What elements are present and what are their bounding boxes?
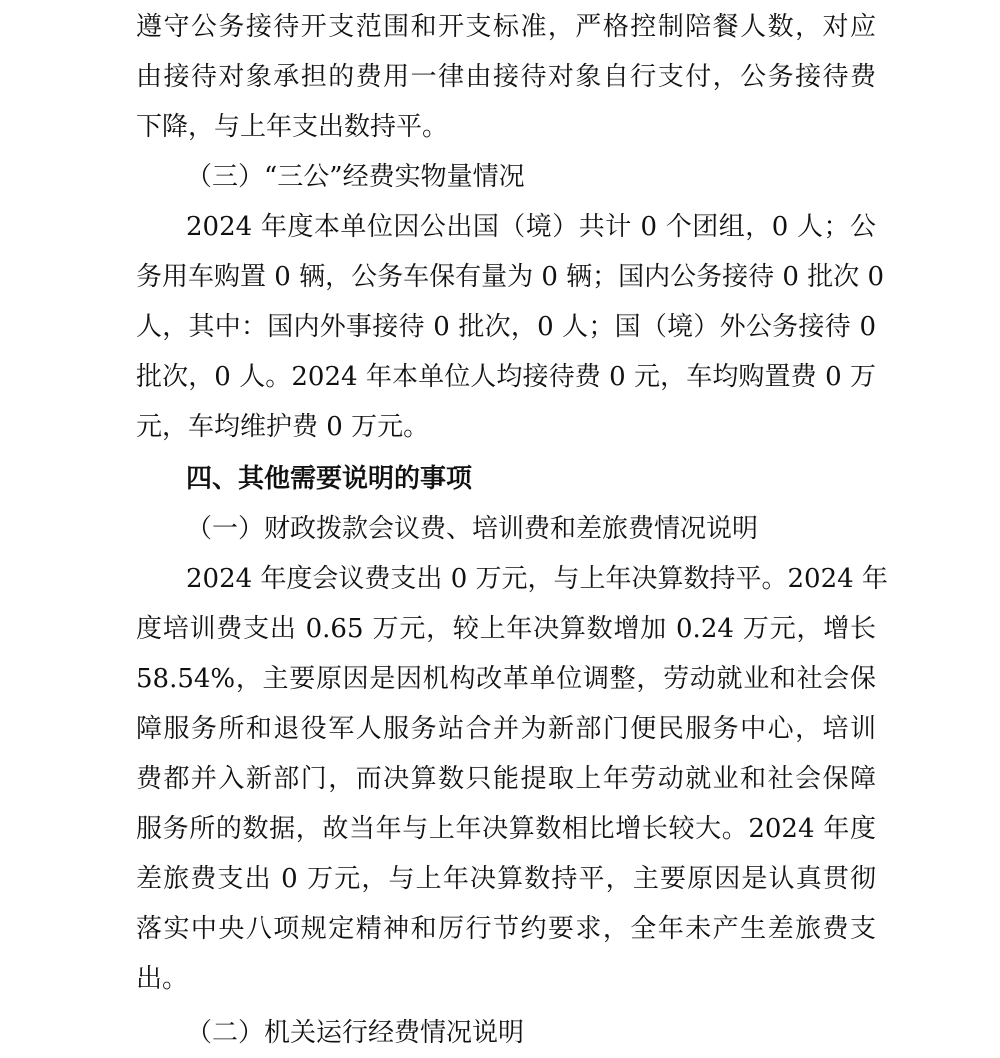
- paragraph-line: 批次，0 人。2024 年本单位人均接待费 0 元，车均购置费 0 万: [136, 362, 876, 392]
- paragraph-line: 差旅费支出 0 万元，与上年决算数持平，主要原因是认真贯彻: [136, 864, 876, 894]
- paragraph-line: 2024 年度会议费支出 0 万元，与上年决算数持平。2024 年: [186, 564, 888, 594]
- paragraph-line: 障服务所和退役军人服务站合并为新部门便民服务中心，培训: [136, 714, 876, 744]
- paragraph-line: 出。: [136, 964, 189, 994]
- paragraph-line: 费都并入新部门，而决算数只能提取上年劳动就业和社会保障: [136, 764, 876, 794]
- paragraph-line: 58.54%，主要原因是因机构改革单位调整，劳动就业和社会保: [136, 664, 876, 694]
- paragraph-line: 由接待对象承担的费用一律由接待对象自行支付，公务接待费: [136, 62, 876, 92]
- section-subheading: （二）机关运行经费情况说明: [186, 1018, 525, 1048]
- paragraph-line: 务用车购置 0 辆，公务车保有量为 0 辆；国内公务接待 0 批次 0: [136, 262, 885, 292]
- paragraph-line: 2024 年度本单位因公出国（境）共计 0 个团组，0 人；公: [186, 212, 876, 242]
- section-subheading: （三）“三公”经费实物量情况: [186, 162, 525, 192]
- paragraph-line: 度培训费支出 0.65 万元，较上年决算数增加 0.24 万元，增长: [136, 614, 876, 644]
- paragraph-line: 元，车均维护费 0 万元。: [136, 412, 430, 442]
- paragraph-line: 遵守公务接待开支范围和开支标准，严格控制陪餐人数，对应: [136, 12, 876, 42]
- paragraph-line: 服务所的数据，故当年与上年决算数相比增长较大。2024 年度: [136, 814, 876, 844]
- paragraph-line: 下降，与上年支出数持平。: [136, 112, 449, 142]
- section-heading: 四、其他需要说明的事项: [186, 464, 473, 494]
- section-subheading: （一）财政拨款会议费、培训费和差旅费情况说明: [186, 514, 759, 544]
- paragraph-line: 人，其中：国内外事接待 0 批次，0 人；国（境）外公务接待 0: [136, 312, 876, 342]
- paragraph-line: 落实中央八项规定精神和厉行节约要求，全年未产生差旅费支: [136, 914, 876, 944]
